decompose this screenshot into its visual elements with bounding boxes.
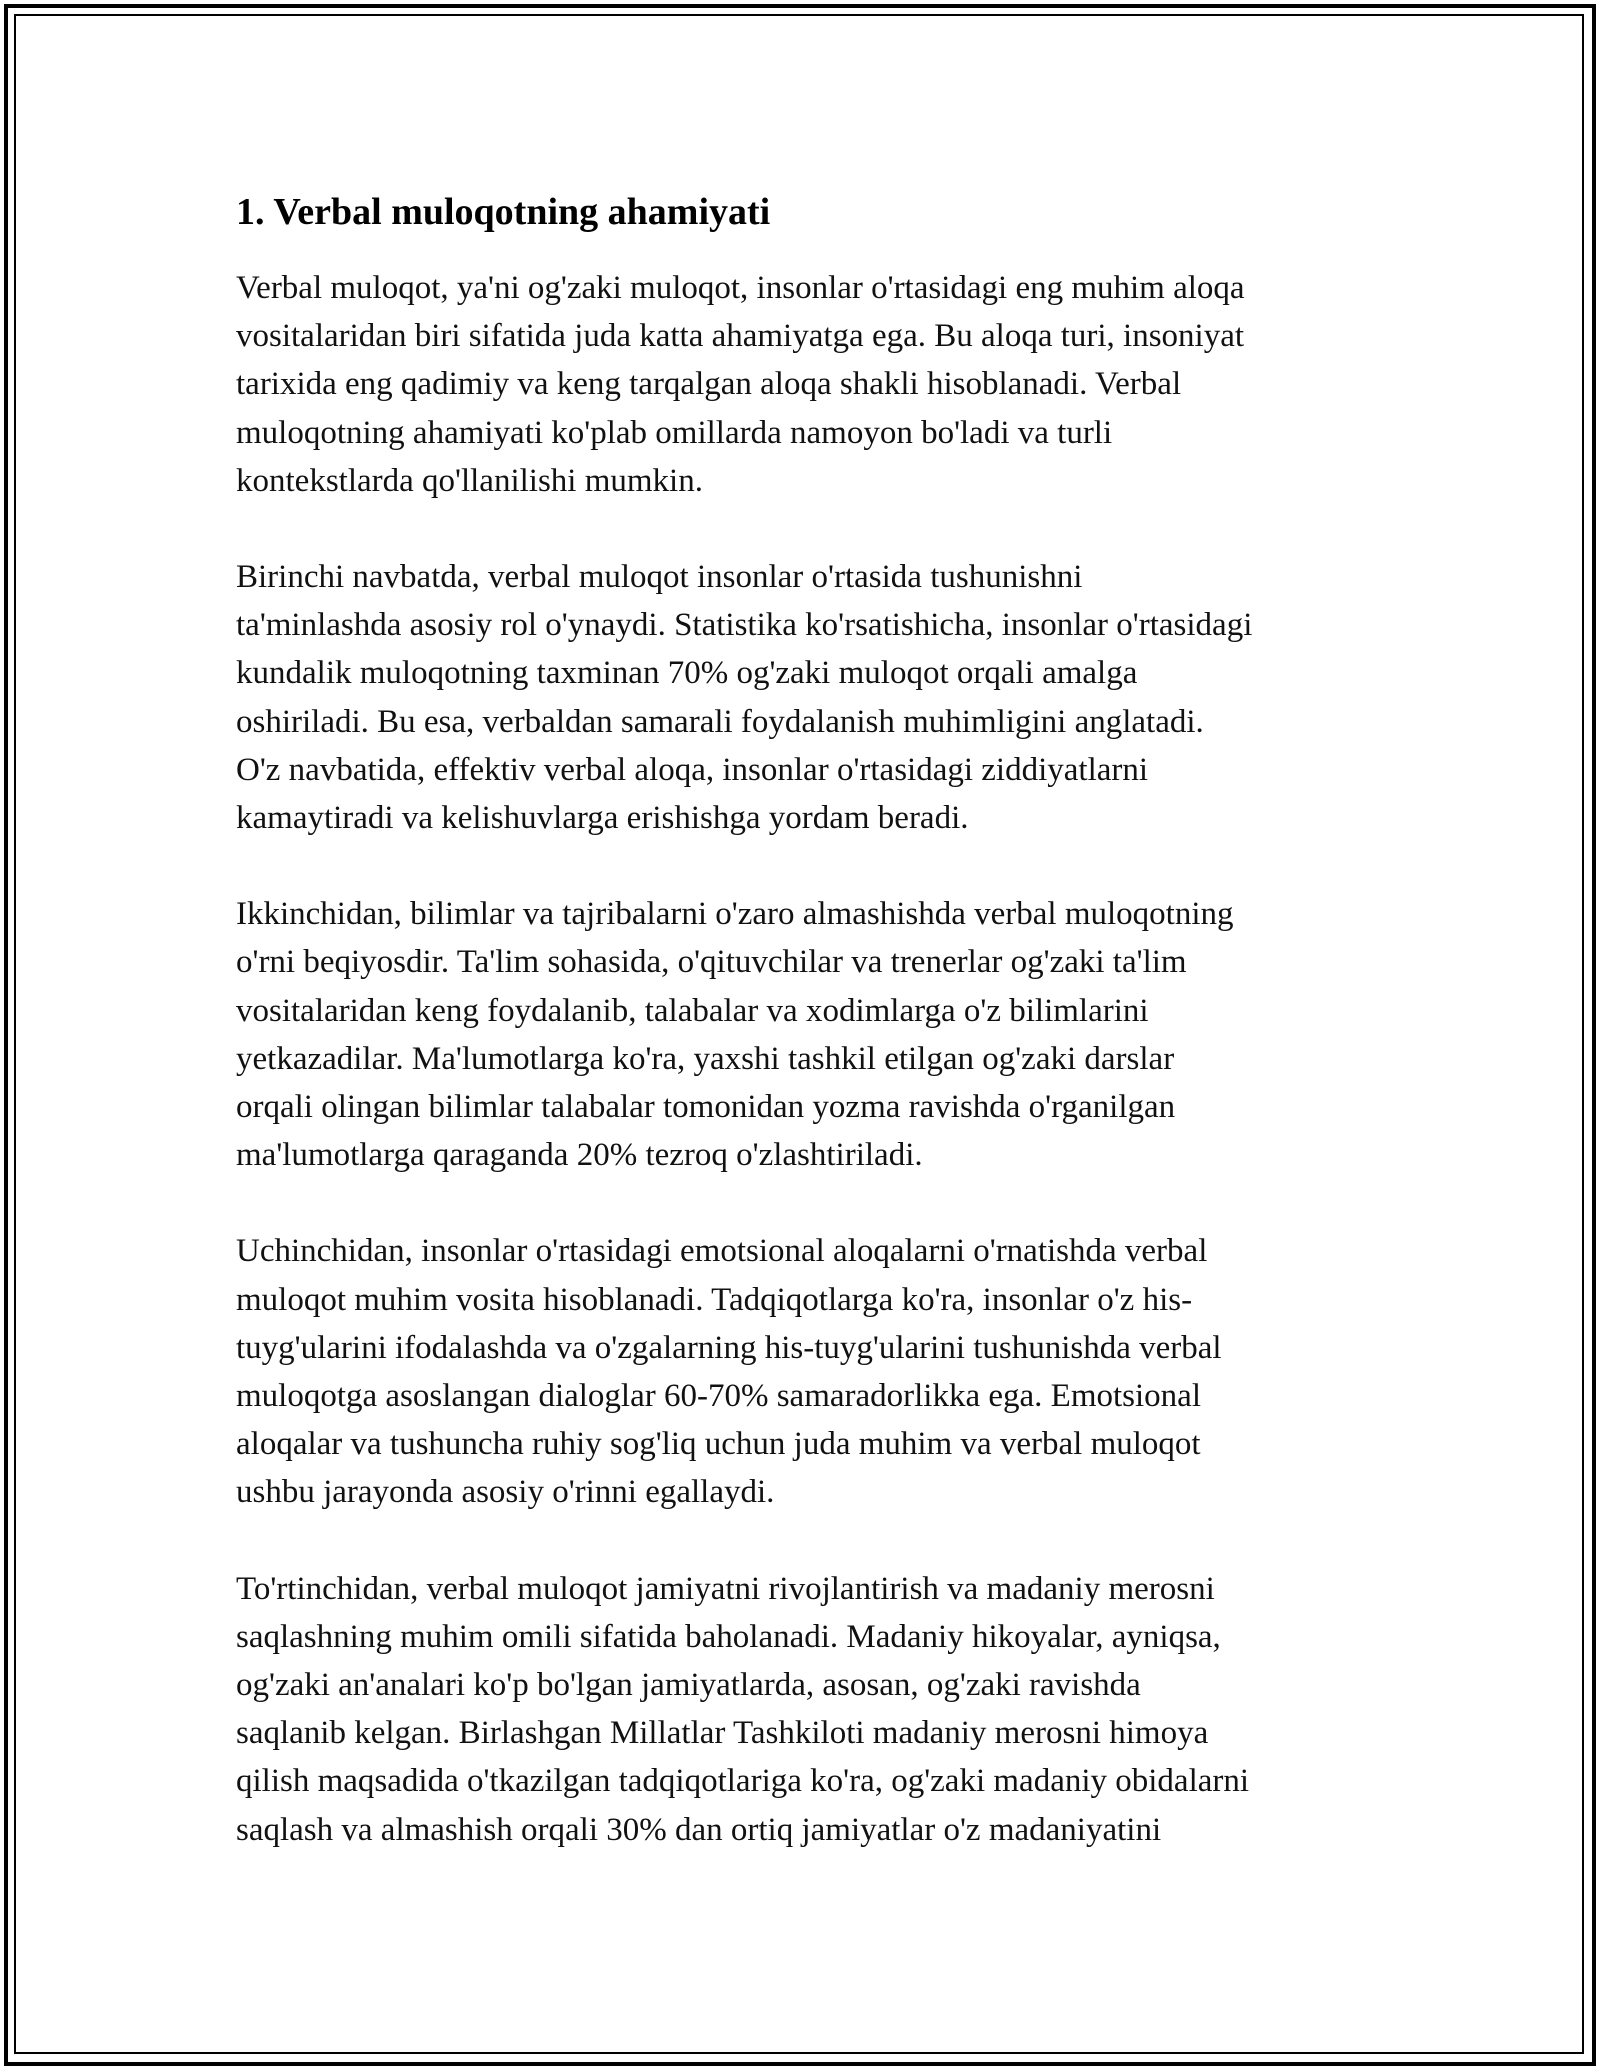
text-line: vositalaridan keng foydalanib, talabalar va xodimlarga o'z bilimlarini — [236, 992, 1149, 1029]
text-line: ta'minlashda asosiy rol o'ynaydi. Statistika ko'rsatishicha, insonlar o'rtasidagi — [236, 607, 1253, 644]
text-line: saqlashning muhim omili sifatida baholanadi. Madaniy hikoyalar, ayniqsa, — [236, 1618, 1221, 1655]
text-line: Verbal muloqot, ya'ni og'zaki muloqot, insonlar o'rtasidagi eng muhim aloqa — [236, 270, 1245, 306]
text-line: vositalaridan biri sifatida juda katta ahamiyatga ega. Bu aloqa turi, insoniyat — [236, 318, 1245, 355]
text-line: tuyg'ularini ifodalashda va o'zgalarning his-tuyg'ularini tushunishda verbal — [236, 1329, 1222, 1366]
text-line: muloqot muhim vosita hisoblanadi. Tadqiqotlarga ko'ra, insonlar o'z his- — [236, 1281, 1193, 1318]
paragraph-5 — [236, 1565, 1376, 1854]
text-line: muloqotning ahamiyati ko'plab omillarda namoyon bo'ladi va turli — [236, 414, 1113, 451]
text-line: kundalik muloqotning taxminan 70% og'zaki muloqot orqali amalga — [236, 655, 1138, 692]
text-line: ushbu jarayonda asosiy o'rinni egallaydi. — [236, 1474, 775, 1511]
section-heading: 1. Verbal muloqotning ahamiyati — [236, 191, 771, 233]
text-line: tarixida eng qadimiy va keng tarqalgan aloqa shakli hisoblanadi. Verbal — [236, 366, 1182, 403]
text-line: o'rni beqiyosdir. Ta'lim sohasida, o'qituvchilar va trenerlar og'zaki ta'lim — [236, 944, 1187, 981]
text-line: aloqalar va tushuncha ruhiy sog'liq uchun juda muhim va verbal muloqot — [236, 1426, 1201, 1463]
text-line: oshiriladi. Bu esa, verbaldan samarali foydalanish muhimligini anglatadi. — [236, 703, 1204, 740]
text-line: saqlash va almashish orqali 30% dan ortiq jamiyatlar o'z madaniyatini — [236, 1811, 1162, 1848]
paragraph-4 — [236, 1227, 1376, 1516]
text-line: orqali olingan bilimlar talabalar tomonidan yozma ravishda o'rganilgan — [236, 1089, 1176, 1126]
text-line: og'zaki an'analari ko'p bo'lgan jamiyatlarda, asosan, og'zaki ravishda — [236, 1667, 1141, 1704]
text-line: saqlanib kelgan. Birlashgan Millatlar Tashkiloti madaniy merosni himoya — [236, 1715, 1209, 1752]
text-line: O'z navbatida, effektiv verbal aloqa, insonlar o'rtasidagi ziddiyatlarni — [236, 751, 1149, 788]
text-line: qilish maqsadida o'tkazilgan tadqiqotlariga ko'ra, og'zaki madaniy obidalarni — [236, 1763, 1250, 1800]
text-line: Birinchi navbatda, verbal muloqot insonlar o'rtasida tushunishni — [236, 559, 1083, 596]
text-line: kamaytiradi va kelishuvlarga erishishga yordam beradi. — [236, 800, 969, 837]
text-line: muloqotga asoslangan dialoglar 60-70% samaradorlikka ega. Emotsional — [236, 1378, 1201, 1415]
text-line: To'rtinchidan, verbal muloqot jamiyatni rivojlantirish va madaniy merosni — [236, 1570, 1215, 1607]
text-line: Ikkinchidan, bilimlar va tajribalarni o'zaro almashishda verbal muloqotning — [236, 896, 1234, 933]
paragraph-1 — [236, 264, 1376, 505]
text-line: kontekstlarda qo'llanilishi mumkin. — [236, 462, 703, 499]
text-line: ma'lumotlarga qaraganda 20% tezroq o'zlashtiriladi. — [236, 1137, 923, 1174]
paragraph-3 — [236, 890, 1376, 1179]
text-line: yetkazadilar. Ma'lumotlarga ko'ra, yaxshi tashkil etilgan og'zaki darslar — [236, 1040, 1175, 1077]
document-body — [236, 186, 1376, 1902]
paragraph-2 — [236, 553, 1376, 842]
text-line: Uchinchidan, insonlar o'rtasidagi emotsional aloqalarni o'rnatishda verbal — [236, 1233, 1208, 1270]
